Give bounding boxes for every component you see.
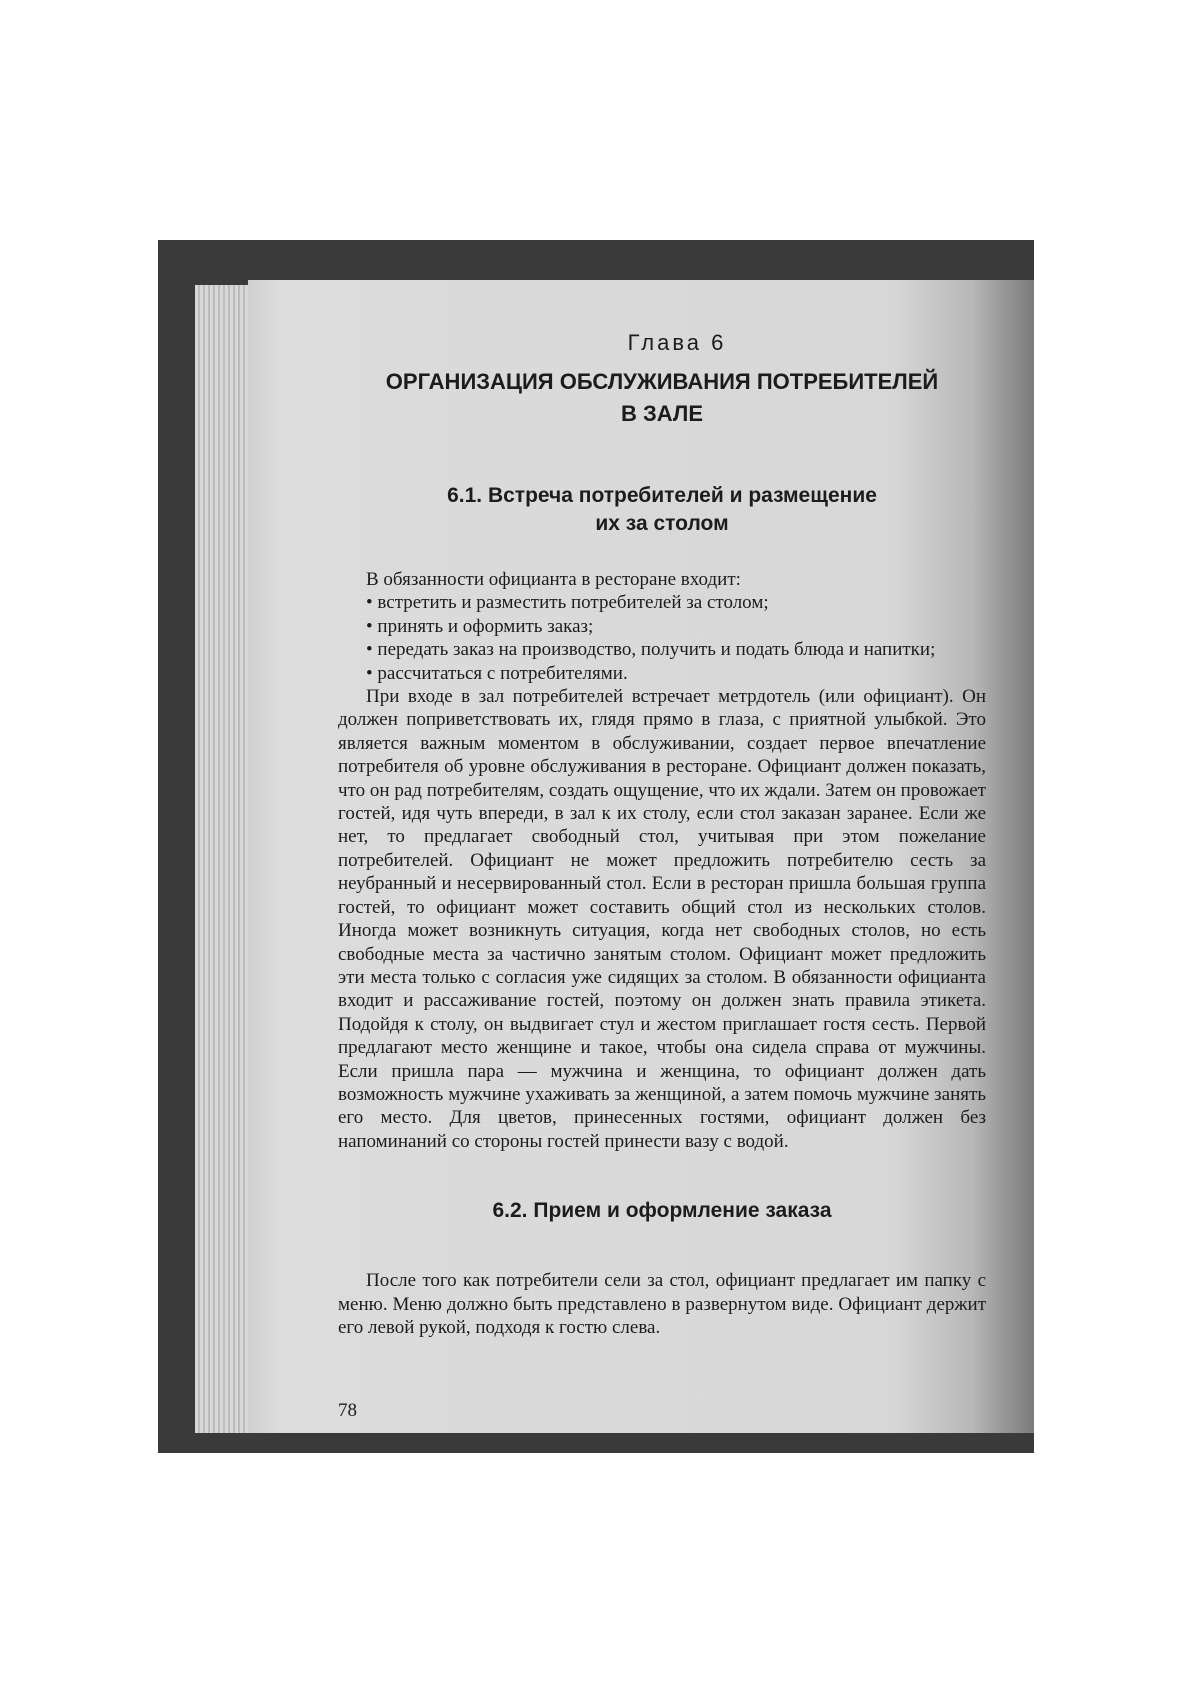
chapter-label: Глава 6 xyxy=(627,330,727,355)
page-content xyxy=(338,330,986,1339)
chapter-title-line-2: В ЗАЛЕ xyxy=(620,401,704,426)
section-1-title xyxy=(338,482,986,538)
book-page-edges xyxy=(195,285,255,1433)
page-number: 78 xyxy=(338,1400,357,1421)
paragraph: В обязанности официанта в ресторане входит: xyxy=(366,569,741,590)
section-1-title-line-2: их за столом xyxy=(595,512,729,535)
section-2-title: 6.2. Прием и оформление заказа xyxy=(492,1199,832,1223)
paragraph: После того как потребители сели за стол, официант предлагает им папку с меню. Меню должно быть представлено в развернутом виде. Официант держит его левой рукой, подходя к гостю слева. xyxy=(338,1270,986,1338)
chapter-title xyxy=(338,366,986,430)
chapter-title-line-1: ОРГАНИЗАЦИЯ ОБСЛУЖИВАНИЯ ПОТРЕБИТЕЛЕЙ xyxy=(385,369,939,394)
section-1-title-line-1: 6.1. Встреча потребителей и размещение xyxy=(447,484,877,507)
list-item: • передать заказ на производство, получить и подать блюда и напитки; xyxy=(366,639,936,661)
list-item: • встретить и разместить потребителей за столом; xyxy=(366,592,769,614)
list-item: • рассчитаться с потребителями. xyxy=(366,662,628,684)
list-item: • принять и оформить заказ; xyxy=(366,615,594,637)
paragraph: При входе в зал потребителей встречает метрдотель (или официант). Он должен поприветствовать их, глядя прямо в глаза, с приятной улыбкой. Это является важным моментом в обслуживании, создает первое впечатление потребителя об уровне обслуживания в ресторане. Официант должен показать, что он рад потребителям, создать ощущение, что их ждали. Затем он провожает гостей, идя чуть впереди, в зал к их столу, если стол заказан заранее. Если же нет, то предлагает свободный стол, учитывая при этом пожелание потребителей. Официант не может предложить потребителю сесть за неубранный и несервированный стол. Если в ресторан пришла большая группа гостей, то официант может составить общий стол из нескольких столов. Иногда может возникнуть ситуация, когда нет свободных столов, но есть свободные места за частично занятым столом. Официант может предложить эти места только с согласия уже сидящих за столом. В обязанности официанта входит и рассаживание гостей, поэтому он должен знать правила этикета. Подойдя к столу, он выдвигает стул и жестом приглашает гостя сесть. Первой предлагают место женщине и такое, чтобы она сидела справа от мужчины. Если пришла пара — мужчина и женщина, то официант должен дать возможность мужчине ухаживать за женщиной, а затем помочь мужчине занять его место. Для цветов, принесенных гостями, официант должен без напоминаний со стороны гостей принести вазу с водой. xyxy=(338,686,986,1152)
